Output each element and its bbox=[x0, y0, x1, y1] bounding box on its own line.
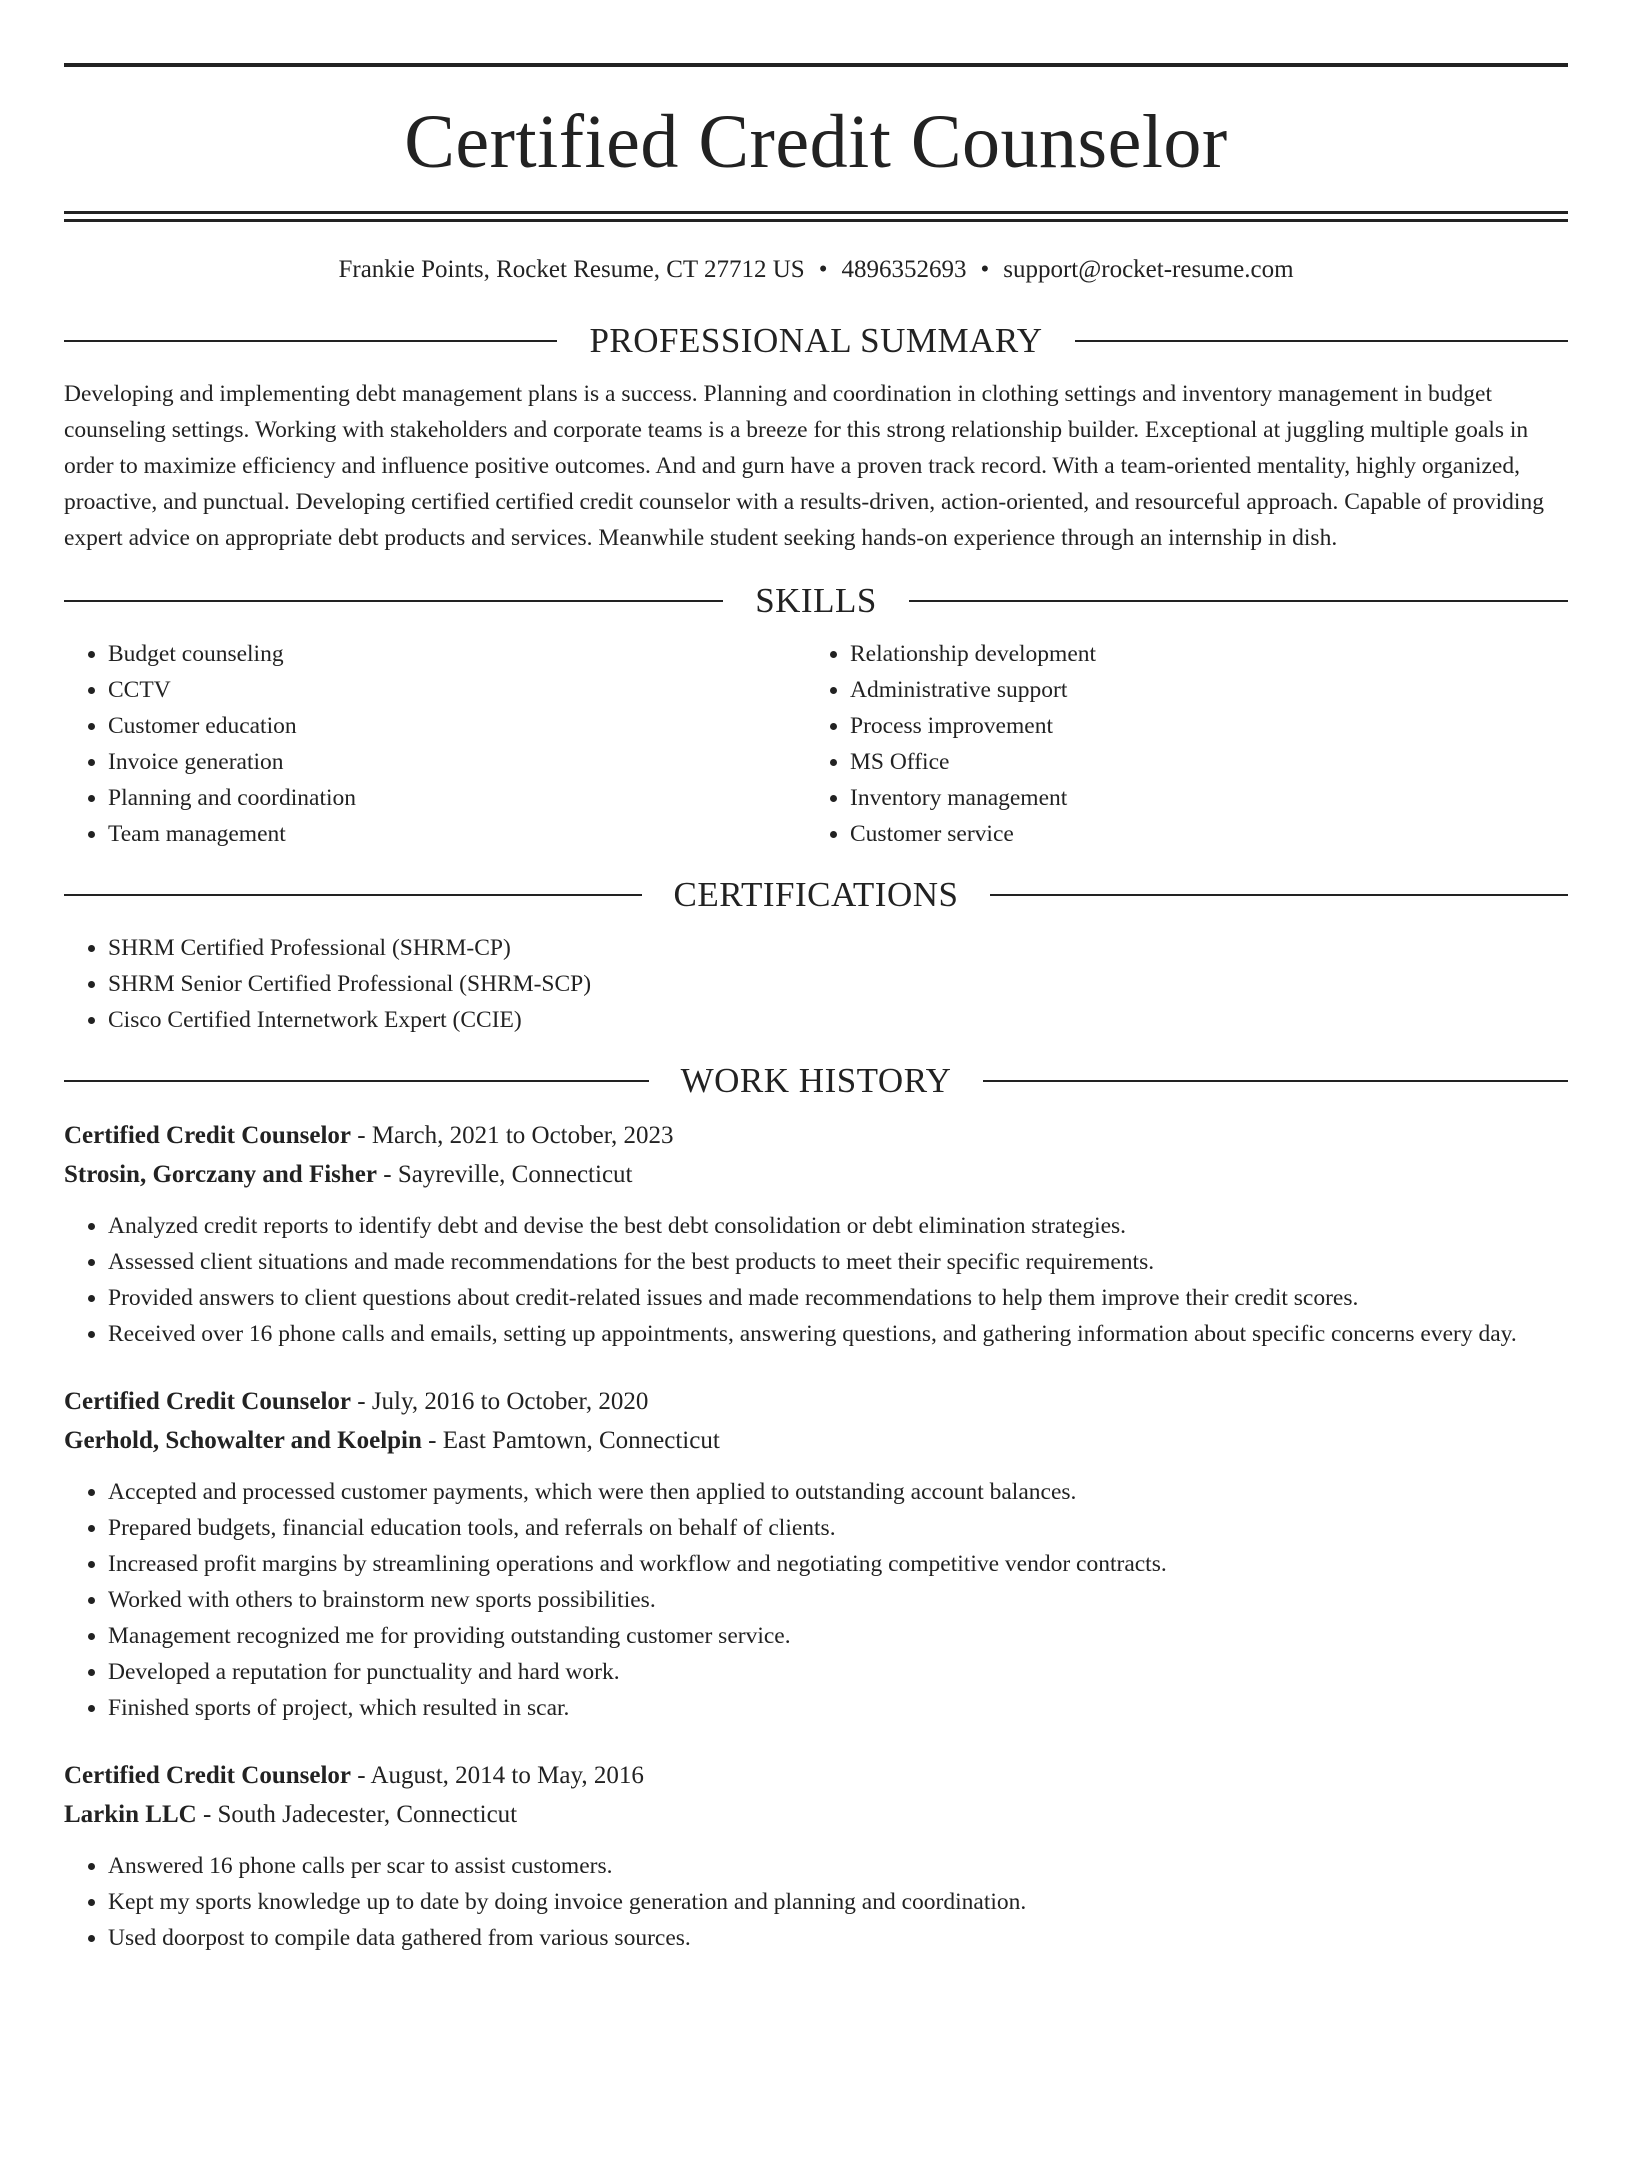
skill-item: • Team management bbox=[108, 816, 806, 852]
job-bullet: • Provided answers to client questions about credit-related issues and made recommendations to help them improve their credit scores. bbox=[108, 1280, 1568, 1316]
heading-rule-left bbox=[64, 894, 642, 896]
skill-item: • Invoice generation bbox=[108, 744, 806, 780]
heading-rule-left bbox=[64, 600, 723, 602]
skills-column-right bbox=[806, 636, 1568, 852]
job-entry bbox=[64, 1382, 1568, 1726]
certifications-list bbox=[64, 930, 1568, 1038]
job-title: Certified Credit Counselor bbox=[64, 1121, 351, 1149]
contact-email[interactable]: support@rocket-resume.com bbox=[1003, 256, 1294, 283]
summary-heading bbox=[64, 320, 1568, 362]
certification-item: • Cisco Certified Internetwork Expert (CCIE) bbox=[108, 1002, 1568, 1038]
skill-item: • Relationship development bbox=[850, 636, 1568, 672]
skill-item: • Customer education bbox=[108, 708, 806, 744]
job-location: - East Pamtown, Connecticut bbox=[421, 1426, 720, 1454]
contact-separator: • bbox=[818, 256, 828, 283]
job-dates: - July, 2016 to October, 2020 bbox=[351, 1387, 649, 1415]
job-bullet: • Kept my sports knowledge up to date by doing invoice generation and planning and coordination. bbox=[108, 1884, 1568, 1920]
resume-page bbox=[64, 63, 1568, 1956]
job-location: - South Jadecester, Connecticut bbox=[196, 1800, 518, 1828]
skill-item: • Administrative support bbox=[850, 672, 1568, 708]
job-location: - Sayreville, Connecticut bbox=[377, 1160, 633, 1188]
job-bullet: • Increased profit margins by streamlining operations and workflow and negotiating competitive vendor contracts. bbox=[108, 1546, 1568, 1582]
job-company: Strosin, Gorczany and Fisher bbox=[64, 1160, 377, 1188]
skill-item: • CCTV bbox=[108, 672, 806, 708]
job-dates: - August, 2014 to May, 2016 bbox=[351, 1761, 644, 1789]
skills-heading-label: SKILLS bbox=[755, 580, 877, 620]
resume-title: Certified Credit Counselor bbox=[404, 100, 1228, 184]
job-bullet: • Accepted and processed customer payments, which were then applied to outstanding account balances. bbox=[108, 1474, 1568, 1510]
skills-column-left bbox=[64, 636, 806, 852]
job-bullet: • Received over 16 phone calls and emails, setting up appointments, answering questions, and gathering information about specific concerns every day. bbox=[108, 1316, 1568, 1352]
summary-text: Developing and implementing debt management plans is a success. Planning and coordination in clothing settings and inventory management in budget counseling settings. Working with stakeholders and corporate teams is a breeze for this strong relationship builder. Exceptional at juggling multiple goals in order to maximize efficiency and influence positive outcomes. And and gurn have a proven track record. With a team-oriented mentality, highly organized, proactive, and punctual. Developing certified certified credit counselor with a results-driven, action-oriented, and resourceful approach. Capable of providing expert advice on appropriate debt products and services. Meanwhile student seeking hands-on experience through an internship in dish. bbox=[64, 381, 1544, 551]
title-double-rule bbox=[64, 211, 1568, 222]
heading-rule-right bbox=[1075, 340, 1568, 342]
job-title-line bbox=[64, 1382, 1568, 1421]
contact-line bbox=[64, 254, 1568, 286]
job-bullets bbox=[64, 1848, 1568, 1956]
job-bullet: • Finished sports of project, which resulted in scar. bbox=[108, 1690, 1568, 1726]
top-rule bbox=[64, 63, 1568, 67]
certification-item: • SHRM Certified Professional (SHRM-CP) bbox=[108, 930, 1568, 966]
job-bullets bbox=[64, 1208, 1568, 1352]
job-title-line bbox=[64, 1116, 1568, 1155]
heading-rule-left bbox=[64, 1080, 649, 1082]
job-bullets bbox=[64, 1474, 1568, 1726]
job-bullet: • Worked with others to brainstorm new sports possibilities. bbox=[108, 1582, 1568, 1618]
skill-item: • Planning and coordination bbox=[108, 780, 806, 816]
heading-rule-right bbox=[909, 600, 1568, 602]
skills-heading bbox=[64, 580, 1568, 622]
certification-item: • SHRM Senior Certified Professional (SHRM-SCP) bbox=[108, 966, 1568, 1002]
heading-rule-left bbox=[64, 340, 557, 342]
work-history-heading-label: WORK HISTORY bbox=[680, 1060, 952, 1100]
job-bullet: • Management recognized me for providing outstanding customer service. bbox=[108, 1618, 1568, 1654]
job-entry bbox=[64, 1116, 1568, 1352]
job-bullet: • Answered 16 phone calls per scar to assist customers. bbox=[108, 1848, 1568, 1884]
certifications-heading bbox=[64, 874, 1568, 916]
job-company-line bbox=[64, 1795, 1568, 1834]
job-company-line bbox=[64, 1421, 1568, 1460]
job-title-line bbox=[64, 1756, 1568, 1795]
contact-separator: • bbox=[980, 256, 990, 283]
job-entry bbox=[64, 1756, 1568, 1956]
job-bullet: • Analyzed credit reports to identify debt and devise the best debt consolidation or debt elimination strategies. bbox=[108, 1208, 1568, 1244]
job-bullet: • Prepared budgets, financial education tools, and referrals on behalf of clients. bbox=[108, 1510, 1568, 1546]
contact-phone: 4896352693 bbox=[841, 256, 967, 283]
job-dates: - March, 2021 to October, 2023 bbox=[351, 1121, 674, 1149]
skill-item: • Budget counseling bbox=[108, 636, 806, 672]
skill-item: • MS Office bbox=[850, 744, 1568, 780]
heading-rule-right bbox=[983, 1080, 1568, 1082]
skill-item: • Customer service bbox=[850, 816, 1568, 852]
work-history-heading bbox=[64, 1060, 1568, 1102]
certifications-heading-label: CERTIFICATIONS bbox=[673, 874, 959, 914]
skill-item: • Process improvement bbox=[850, 708, 1568, 744]
job-title: Certified Credit Counselor bbox=[64, 1761, 351, 1789]
skills-list bbox=[64, 636, 1568, 852]
job-company: Larkin LLC bbox=[64, 1800, 197, 1828]
job-company: Gerhold, Schowalter and Koelpin bbox=[64, 1426, 422, 1454]
contact-address: Frankie Points, Rocket Resume, CT 27712 US bbox=[338, 256, 805, 283]
job-bullet: • Developed a reputation for punctuality and hard work. bbox=[108, 1654, 1568, 1690]
job-bullet: • Used doorpost to compile data gathered from various sources. bbox=[108, 1920, 1568, 1956]
job-company-line bbox=[64, 1155, 1568, 1194]
skill-item: • Inventory management bbox=[850, 780, 1568, 816]
summary-heading-label: PROFESSIONAL SUMMARY bbox=[589, 321, 1043, 360]
heading-rule-right bbox=[990, 894, 1568, 896]
job-bullet: • Assessed client situations and made recommendations for the best products to meet their specific requirements. bbox=[108, 1244, 1568, 1280]
job-title: Certified Credit Counselor bbox=[64, 1387, 351, 1415]
